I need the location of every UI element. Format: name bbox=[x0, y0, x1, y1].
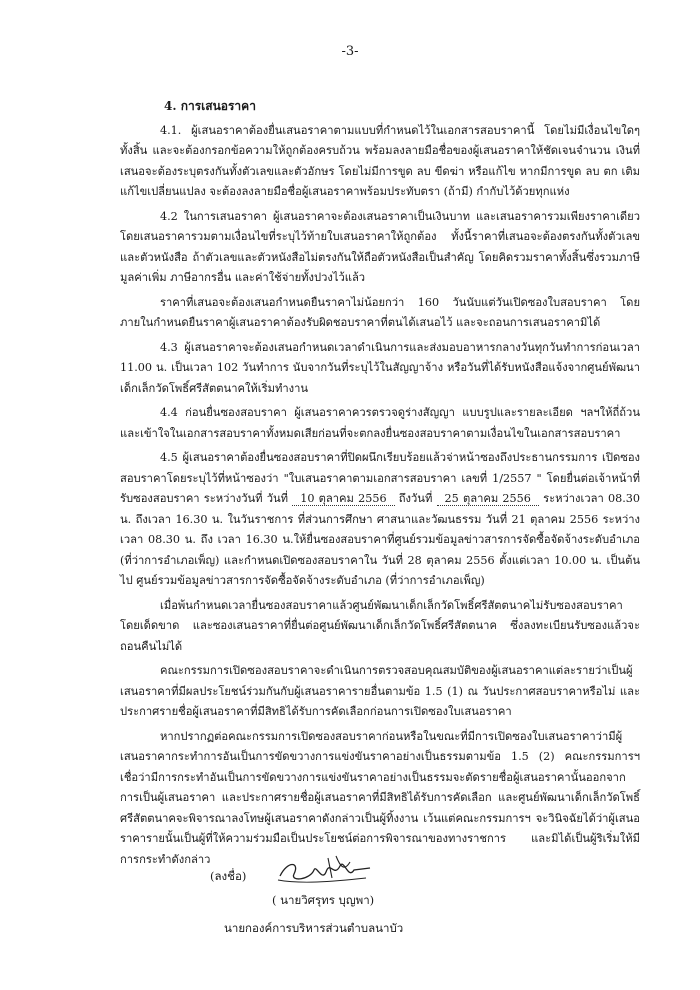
paragraph-late-submission: เมื่อพ้นกำหนดเวลายื่นซองสอบราคาแล้วศูนย์พัฒนาเด็กเล็กวัดโพธิ์ศรีสัตตนาคไม่รับซองสอบราคาโดยเด็ดขาด และซองเสนอราคาที่ยื่นต่อศูนย์พัฒนาเด็กเล็กวัดโพธิ์ศรีสัตตนาค ซึ่งลงทะเบียนรับซองแล้วจะถอนคืนไม่ได้ bbox=[120, 598, 640, 653]
signatory-title: นายกองค์การบริหารส่วนตำบลนาบัว bbox=[224, 921, 404, 935]
paragraph-4-2: 4.2 ในการเสนอราคา ผู้เสนอราคาจะต้องเสนอราคาเป็นเงินบาท และเสนอราคารวมเพียงราคาเดียว โดยเสนอราคารวมตามเงื่อนไขที่ระบุไว้ท้ายใบเสนอราคาให้ถูกต้อง ทั้งนี้ราคาที่เสนอจะต้องตรงกันทั้งตัวเลข และตัวหนังสือ ถ้าตัวเลขและตัวหนังสือไม่ตรงกันให้ถือตัวหนังสือเป็นสำคัญ โดยคิดรวมราคาทั้งสิ้นซึ่งรวมภาษีมูลค่าเพิ่ม ภาษีอากรอื่น และค่าใช้จ่ายทั้งปวงไว้แล้ว bbox=[120, 209, 640, 284]
paragraph-4-5-part3: ระหว่างเวลา 08.30 น. ถึงเวลา 16.30 น. ในวันราชการ ที่ส่วนการศึกษา ศาสนาและวัฒนธรรม วันที่ 21 ตุลาคม 2556 ระหว่างเวลา 08.30 น. ถึง เวลา 16.30 น.ให้ยื่นซองสอบราคาที่ศูนย์รวมข้อมูลข่าวสารการจัดซื้อจัดจ้างระดับอำเภอ (ที่ว่าการอำเภอเพ็ญ) และกำหนดเปิดซองสอบราคาใน วันที่ 28 ตุลาคม 2556 ตั้งแต่เวลา 10.00 น. เป็นต้นไป ศูนย์รวมข้อมูลข่าวสารการจัดซื้อจัดจ้างระดับอำเภอ (ที่ว่าการอำเภอเพ็ญ) bbox=[120, 492, 640, 587]
paragraph-committee-check: คณะกรรมการเปิดซองสอบราคาจะดำเนินการตรวจสอบคุณสมบัติของผู้เสนอราคาแต่ละรายว่าเป็นผู้เสนอราคาที่มีผลประโยชน์ร่วมกันกับผู้เสนอราคารายอื่นตามข้อ 1.5 (1) ณ วันประกาศสอบราคาหรือไม่ และประกาศรายชื่อผู้เสนอราคาที่มีสิทธิได้รับการคัดเลือกก่อนการเปิดซองใบเสนอราคา bbox=[120, 664, 640, 718]
paragraph-4-5-part1: 4.5 ผู้เสนอราคาต้องยื่นซองสอบราคาที่ปิดผนึกเรียบร้อยแล้วจ่าหน้าซองถึงประธานกรรมการ เปิดซองสอบราคาโดยระบุไว้ที่หน้าซองว่า "ใบเสนอราคาตามเอกสารสอบราคา เลขที่ 1/2557 " โดยยื่นต่อเจ้าหน้าที่รับซองสอบราคา ระหว่างวันที่ วันที่ bbox=[120, 451, 640, 505]
paragraph-4-4: 4.4 ก่อนยื่นซองสอบราคา ผู้เสนอราคาควรตรวจดูร่างสัญญา แบบรูปและรายละเอียด ฯลฯให้ถี่ถ้วน และเข้าใจในเอกสารสอบราคาทั้งหมดเสียก่อนที่จะตกลงยื่นซองสอบราคาตามเงื่อนไขในเอกสารสอบราคา bbox=[120, 406, 640, 440]
submission-date-to: 25 ตุลาคม 2556 bbox=[437, 492, 539, 506]
paragraph-4-5-part2: ถึงวันที่ bbox=[398, 492, 433, 505]
paragraph-price-validity: ราคาที่เสนอจะต้องเสนอกำหนดยืนราคาไม่น้อยกว่า 160 วันนับแต่วันเปิดซองใบสอบราคา โดยภายในกำหนดยืนราคาผู้เสนอราคาต้องรับผิดชอบราคาที่ตนได้เสนอไว้ และจะถอนการเสนอราคามิได้ bbox=[120, 295, 640, 329]
paragraph-4-3: 4.3 ผู้เสนอราคาจะต้องเสนอกำหนดเวลาดำเนินการและส่งมอบอาหารกลางวันทุกวันทำการก่อนเวลา 11.00 น. เป็นเวลา 102 วันทำการ นับจากวันที่ระบุไว้ในสัญญาจ้าง หรือวันที่ได้รับหนังสือแจ้งจากศูนย์พัฒนาเด็กเล็กวัดโพธิ์ศรีสัตตนาคให้เริ่มทำงาน bbox=[120, 340, 640, 395]
paragraph-4-5 bbox=[120, 448, 640, 592]
section-heading: 4. การเสนอราคา bbox=[164, 99, 256, 113]
page-number: -3- bbox=[341, 44, 359, 59]
submission-date-from: 10 ตุลาคม 2556 bbox=[292, 492, 394, 506]
paragraph-4-1: 4.1. ผู้เสนอราคาต้องยื่นเสนอราคาตามแบบที่กำหนดไว้ในเอกสารสอบราคานี้ โดยไม่มีเงื่อนไขใดๆ ทั้งสิ้น และจะต้องกรอกข้อความให้ถูกต้องครบถ้วน พร้อมลงลายมือชื่อของผู้เสนอราคาให้ชัดเจนจำนวน เงินที่เสนอจะต้องระบุตรงกันทั้งตัวเลขและตัวอักษร โดยไม่มีการขูด ลบ ขีดฆ่า หรือแก้ไข หากมีการขูด ลบ ตก เติม แก้ไขเปลี่ยนแปลง จะต้องลงลายมือชื่อผู้เสนอราคาพร้อมประทับตรา (ถ้ามี) กำกับไว้ด้วยทุกแห่ง bbox=[120, 123, 640, 198]
signatory-name: ( นายวิศรุทร บุญพา) bbox=[272, 893, 375, 907]
paragraph-anti-collusion: หากปรากฏต่อคณะกรรมการเปิดซองสอบราคาก่อนหรือในขณะที่มีการเปิดซองใบเสนอราคาว่ามีผู้เสนอราคากระทำการอันเป็นการขัดขวางการแข่งขันราคาอย่างเป็นธรรมตามข้อ 1.5 (2) คณะกรรมการฯ เชื่อว่ามีการกระทำอันเป็นการขัดขวางการแข่งขันราคาอย่างเป็นธรรมจะตัดรายชื่อผู้เสนอราคานั้นออกจากการเป็นผู้เสนอราคา และประกาศรายชื่อผู้เสนอราคาที่มีสิทธิได้รับการคัดเลือก และศูนย์พัฒนาเด็กเล็กวัดโพธิ์ศรีสัตตนาคจะพิจารณาลงโทษผู้เสนอราคาดังกล่าวเป็นผู้ทิ้งงาน เว้นแต่คณะกรรมการฯ จะวินิจฉัยได้ว่าผู้เสนอราคารายนั้นเป็นผู้ที่ให้ความร่วมมือเป็นประโยชน์ต่อการพิจารณาของทางราชการ และมิได้เป็นผู้ริเริ่มให้มีการกระทำดังกล่าว bbox=[120, 729, 640, 866]
document-body bbox=[120, 96, 640, 870]
handwritten-signature bbox=[270, 852, 380, 886]
signature-block bbox=[210, 856, 470, 938]
signature-prefix: (ลงชื่อ) bbox=[210, 869, 247, 883]
